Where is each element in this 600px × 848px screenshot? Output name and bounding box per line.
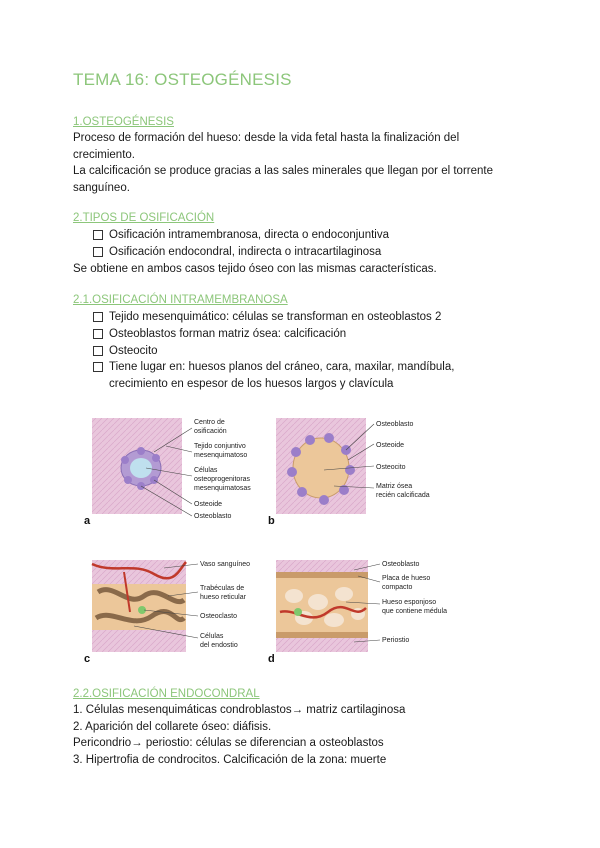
svg-text:recién calcificada: recién calcificada [376,492,430,499]
checkbox-label: Osteoblastos forman matriz ósea: calcificación [109,327,347,340]
checkbox-item [93,309,454,326]
checkbox-item [93,359,454,393]
panel-c [84,560,250,665]
checkbox-icon[interactable] [93,346,103,356]
panel-b [268,418,430,527]
text-line: Pericondrio→ periostio: células se diferencian a osteoblastos [73,737,384,749]
svg-text:Tejido conjuntivo: Tejido conjuntivo [194,443,246,450]
svg-text:Hueso esponjoso: Hueso esponjoso [382,599,437,606]
text-line: Proceso de formación del hueso: desde la vida fetal hasta la finalización del [73,132,460,144]
svg-text:Osteoide: Osteoide [376,442,405,449]
svg-text:Osteoblasto: Osteoblasto [194,513,232,520]
svg-text:Osteocito: Osteocito [376,464,406,471]
checkbox-item [93,244,389,261]
section-heading-endocondral: 2.2.OSIFICACIÓN ENDOCONDRAL [73,688,260,700]
text-line: sanguíneo. [73,181,130,194]
ossification-figure [84,412,524,668]
svg-text:que contiene médula: que contiene médula [382,608,447,615]
text-line: La calcificación se produce gracias a las sales minerales que llegan por el torrente [73,165,493,177]
checkbox-list-intramembranosa [93,309,454,393]
checkbox-icon[interactable] [93,247,103,257]
checkbox-label: Osificación endocondral, indirecta o intracartilaginosa [109,245,382,258]
svg-text:hueso reticular: hueso reticular [200,594,246,601]
panel-a [84,418,251,527]
svg-text:mesenquimatoso: mesenquimatoso [194,452,248,459]
text-line: 1. Células mesenquimáticas condroblastos→ matriz cartilaginosa [73,704,406,716]
svg-text:Osteoclasto: Osteoclasto [200,613,237,620]
checkbox-icon[interactable] [93,362,103,372]
page-title: TEMA 16: OSTEOGÉNESIS [73,70,292,89]
checkbox-item [93,227,389,244]
checkbox-icon[interactable] [93,312,103,322]
section-body-osteogenesis [73,130,533,196]
panel-letter-d: d [268,653,275,665]
svg-text:Periostio: Periostio [382,637,410,644]
svg-text:Vaso sanguíneo: Vaso sanguíneo [200,561,251,568]
svg-text:Centro de: Centro de [194,419,225,426]
section-heading-tipos: 2.TIPOS DE OSIFICACIÓN [73,212,215,224]
svg-text:Placa de hueso: Placa de hueso [382,575,431,582]
svg-text:osificación: osificación [194,428,227,435]
section-body-endocondral [73,702,533,768]
checkbox-label: Osificación intramembranosa, directa o endoconjuntiva [109,229,389,241]
checkbox-item [93,326,454,343]
checkbox-label: Tejido mesenquimático: células se transforman en osteoblastos 2 [109,311,442,323]
panel-letter-a: a [84,515,91,527]
panel-letter-c: c [84,653,91,665]
svg-text:Osteoide: Osteoide [194,501,223,508]
panel-d [268,560,447,665]
svg-text:Osteoblasto: Osteoblasto [382,561,420,568]
checkbox-icon[interactable] [93,230,103,240]
checkbox-label: Tiene lugar en: huesos planos del cráneo, cara, maxilar, mandíbula, [109,361,455,374]
svg-text:osteoprogenitoras: osteoprogenitoras [194,476,251,483]
svg-text:mesenquimatosas: mesenquimatosas [194,485,251,492]
checkbox-label: Osteocito [109,344,158,357]
svg-text:Trabéculas de: Trabéculas de [200,585,245,592]
panel-letter-b: b [268,515,275,527]
text-line: 3. Hipertrofia de condrocitos. Calcificación de la zona: muerte [73,753,387,766]
checkbox-item [93,343,454,360]
svg-text:del endostio: del endostio [200,642,238,649]
text-line: crecimiento. [73,148,135,161]
svg-text:Osteoblasto: Osteoblasto [376,421,414,428]
text-line: 2. Aparición del collarete óseo: diáfisis. [73,720,272,733]
checkbox-list-tipos [93,227,389,261]
section-heading-osteogenesis: 1.OSTEOGÉNESIS [73,116,174,128]
svg-text:Células: Células [200,633,224,640]
svg-text:Matriz ósea: Matriz ósea [376,483,413,490]
svg-text:compacto: compacto [382,584,413,591]
section-after-tipos: Se obtiene en ambos casos tejido óseo con las mismas características. [73,263,437,275]
section-heading-intramembranosa: 2.1.OSIFICACIÓN INTRAMEMBRANOSA [73,294,288,306]
svg-text:Células: Células [194,467,218,474]
checkbox-label-continued: crecimiento en espesor de los huesos largos y clavícula [109,378,394,391]
checkbox-icon[interactable] [93,329,103,339]
